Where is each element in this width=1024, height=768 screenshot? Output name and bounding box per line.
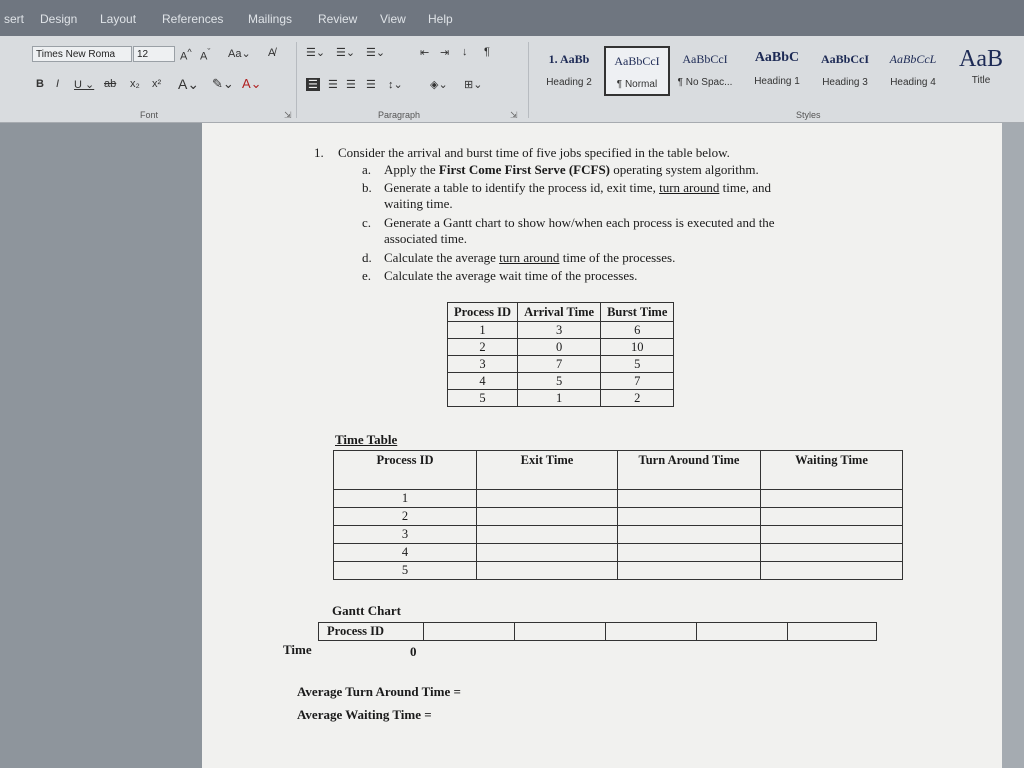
item-letter: a.	[362, 162, 372, 177]
item-letter: c.	[362, 215, 372, 230]
style-preview: AaBbCcI	[682, 52, 728, 66]
cell: 1	[334, 490, 477, 508]
time-table-title: Time Table	[335, 432, 398, 447]
cell[interactable]	[761, 562, 903, 580]
gantt-table	[318, 622, 877, 641]
numbering-icon[interactable]: ☰⌄	[336, 47, 356, 59]
item-text: time of the processes.	[559, 250, 676, 265]
table-header-row	[334, 451, 903, 490]
header-burst-time: Burst Time	[601, 303, 674, 322]
header-waiting-time: Waiting Time	[761, 451, 903, 490]
sort-icon[interactable]: ↓	[462, 46, 468, 58]
increase-indent-icon[interactable]: ⇥	[440, 47, 450, 59]
item-bold-text: First Come First Serve (FCFS)	[438, 162, 610, 177]
item-c: Generate a Gantt chart to show how/when each process is executed and the	[384, 215, 775, 230]
table-row	[448, 373, 674, 390]
font-color-icon[interactable]: A⌄	[242, 76, 262, 91]
avg-turn-around-line: Average Turn Around Time =	[297, 684, 461, 699]
cell[interactable]	[477, 526, 618, 544]
item-text: Apply the	[384, 162, 439, 177]
style-name: Heading 2	[546, 77, 592, 88]
cell: 2	[334, 508, 477, 526]
cell: 1	[518, 390, 601, 407]
style-preview: AaB	[959, 46, 1003, 72]
strikethrough-icon[interactable]: ab	[104, 78, 117, 90]
style-name: Heading 3	[822, 77, 868, 88]
table-row	[448, 339, 674, 356]
item-text: Calculate the average	[384, 250, 500, 265]
tab-mailings[interactable]: Mailings	[248, 12, 293, 26]
gantt-cell[interactable]	[515, 623, 606, 641]
cell: 5	[601, 356, 674, 373]
cell[interactable]	[477, 508, 618, 526]
gantt-chart-title: Gantt Chart	[332, 603, 401, 618]
cell: 6	[601, 322, 674, 339]
style-name: Title	[971, 75, 991, 86]
cell: 3	[518, 322, 601, 339]
right-margin-area	[1002, 123, 1024, 768]
cell[interactable]	[477, 562, 618, 580]
cell: 5	[518, 373, 601, 390]
line-spacing-icon[interactable]: ↕⌄	[388, 79, 403, 91]
cell: 4	[448, 373, 518, 390]
shrink-font-icon[interactable]: $A^ˇ$	[200, 47, 211, 63]
paragraph-dialog-launcher-icon[interactable]: ⇲	[510, 110, 518, 120]
decrease-indent-icon[interactable]: ⇤	[420, 47, 430, 59]
style-preview: AaBbCcL	[889, 52, 937, 66]
header-arrival-time: Arrival Time	[518, 303, 601, 322]
avg-waiting-line: Average Waiting Time =	[297, 707, 432, 722]
font-group-label: Font	[140, 110, 159, 120]
style-preview: AaBbCcI	[614, 54, 660, 68]
style-title[interactable]	[948, 46, 1014, 96]
tab-view[interactable]: View	[380, 12, 406, 26]
cell: 3	[334, 526, 477, 544]
cell[interactable]	[477, 490, 618, 508]
show-formatting-icon[interactable]: ¶	[484, 46, 490, 58]
cell[interactable]	[618, 508, 761, 526]
cell[interactable]	[618, 490, 761, 508]
gantt-row-label: Process ID	[319, 623, 424, 641]
style-preview: AaBbC	[754, 50, 800, 65]
item-d	[384, 250, 675, 266]
item-e: Calculate the average wait time of the processes.	[384, 268, 638, 283]
item-text: time, and	[719, 180, 772, 195]
cell[interactable]	[618, 562, 761, 580]
text-effects-icon[interactable]: A⌄	[178, 76, 200, 92]
jobs-table	[447, 302, 674, 407]
document-page[interactable]	[202, 123, 1002, 768]
gantt-cell[interactable]	[606, 623, 697, 641]
item-letter: b.	[362, 180, 372, 195]
item-a	[384, 162, 759, 178]
item-letter: e.	[362, 268, 372, 283]
table-row	[334, 490, 903, 508]
align-right-icon[interactable]: ☰	[346, 79, 356, 91]
header-process-id: Process ID	[448, 303, 518, 322]
table-row	[319, 623, 877, 641]
item-c-continuation: associated time.	[384, 231, 468, 246]
style-name: ¶ No Spac...	[677, 77, 733, 88]
table-row	[448, 322, 674, 339]
superscript-icon[interactable]: x²	[152, 78, 162, 90]
cell: 7	[518, 356, 601, 373]
cell[interactable]	[761, 490, 903, 508]
tab-layout[interactable]: Layout	[100, 12, 137, 26]
group-divider	[296, 42, 297, 118]
cell: 5	[334, 562, 477, 580]
header-process-id: Process ID	[334, 451, 477, 490]
cell: 3	[448, 356, 518, 373]
gantt-time-label: Time	[283, 642, 312, 657]
tab-insert[interactable]: sert	[4, 12, 25, 26]
table-row	[334, 544, 903, 562]
item-b	[384, 180, 771, 196]
time-table	[333, 450, 903, 580]
left-margin-area	[0, 123, 202, 768]
ribbon	[0, 36, 1024, 123]
style-heading-1[interactable]	[742, 46, 812, 96]
table-row	[334, 508, 903, 526]
cell: 5	[448, 390, 518, 407]
clear-format-icon[interactable]: A̸	[268, 47, 276, 59]
table-row	[334, 562, 903, 580]
align-center-icon[interactable]: ☰	[328, 79, 338, 91]
gantt-time-start: 0	[410, 644, 417, 659]
cell[interactable]	[477, 544, 618, 562]
paragraph-group-label: Paragraph	[378, 110, 421, 120]
header-turn-around-time: Turn Around Time	[618, 451, 761, 490]
tab-help[interactable]: Help	[428, 12, 453, 26]
cell[interactable]	[761, 508, 903, 526]
table-row	[448, 390, 674, 407]
tab-design[interactable]: Design	[40, 12, 78, 26]
style-preview: 1. AaBb	[548, 52, 590, 66]
align-left-icon[interactable]: ☰	[308, 79, 318, 91]
bold-icon[interactable]: B	[36, 78, 44, 90]
cell: 2	[448, 339, 518, 356]
styles-group-label: Styles	[796, 110, 821, 120]
bullets-icon[interactable]: ☰⌄	[306, 47, 326, 59]
font-size-box[interactable]: 12	[133, 46, 175, 62]
tab-references[interactable]: References	[162, 12, 224, 26]
shading-icon[interactable]: ◈⌄	[430, 79, 448, 91]
item-underlined-text: turn around	[659, 180, 720, 195]
italic-icon[interactable]: I	[56, 78, 60, 90]
change-case-icon[interactable]: Aa⌄	[228, 48, 251, 60]
style-no-spacing[interactable]	[672, 46, 738, 96]
ribbon-tab-bar	[0, 0, 1024, 36]
group-divider	[528, 42, 529, 118]
font-dialog-launcher-icon[interactable]: ⇲	[284, 110, 292, 120]
item-b-continuation: waiting time.	[384, 196, 453, 211]
style-heading-2[interactable]	[536, 46, 602, 96]
cell[interactable]	[618, 526, 761, 544]
tab-review[interactable]: Review	[318, 12, 358, 26]
item-text: operating system algorithm.	[610, 162, 759, 177]
style-normal[interactable]	[604, 46, 670, 96]
highlight-icon[interactable]: ✎⌄	[212, 76, 234, 91]
grow-font-icon[interactable]: A^	[180, 47, 192, 63]
font-name-box[interactable]: Times New Roma	[32, 46, 132, 62]
item-underlined-text: turn around	[499, 250, 560, 265]
style-name: ¶ Normal	[616, 79, 658, 90]
cell: 0	[518, 339, 601, 356]
table-row	[448, 356, 674, 373]
item-letter: d.	[362, 250, 372, 265]
cell[interactable]	[761, 526, 903, 544]
table-header-row	[448, 303, 674, 322]
multilevel-list-icon[interactable]: ☰⌄	[366, 47, 386, 59]
style-preview: AaBbCcI	[820, 52, 869, 66]
cell: 1	[448, 322, 518, 339]
item-text: Generate a table to identify the process id, exit time,	[384, 180, 660, 195]
style-heading-3[interactable]	[812, 46, 878, 96]
gantt-cell[interactable]	[697, 623, 788, 641]
header-exit-time: Exit Time	[477, 451, 618, 490]
question-text: Consider the arrival and burst time of five jobs specified in the table below.	[338, 145, 730, 160]
gantt-cell[interactable]	[424, 623, 515, 641]
style-heading-4[interactable]	[880, 46, 946, 96]
cell: 4	[334, 544, 477, 562]
gantt-cell[interactable]	[788, 623, 877, 641]
style-name: Heading 1	[754, 76, 800, 87]
style-name: Heading 4	[890, 77, 936, 88]
underline-icon[interactable]: U ⌄	[74, 79, 95, 91]
borders-icon[interactable]: ⊞⌄	[464, 79, 483, 91]
justify-icon[interactable]: ☰	[366, 79, 376, 91]
question-number: 1.	[314, 145, 324, 160]
cell: 10	[601, 339, 674, 356]
cell: 2	[601, 390, 674, 407]
subscript-icon[interactable]: x₂	[130, 78, 140, 90]
cell[interactable]	[618, 544, 761, 562]
cell: 7	[601, 373, 674, 390]
table-row	[334, 526, 903, 544]
cell[interactable]	[761, 544, 903, 562]
